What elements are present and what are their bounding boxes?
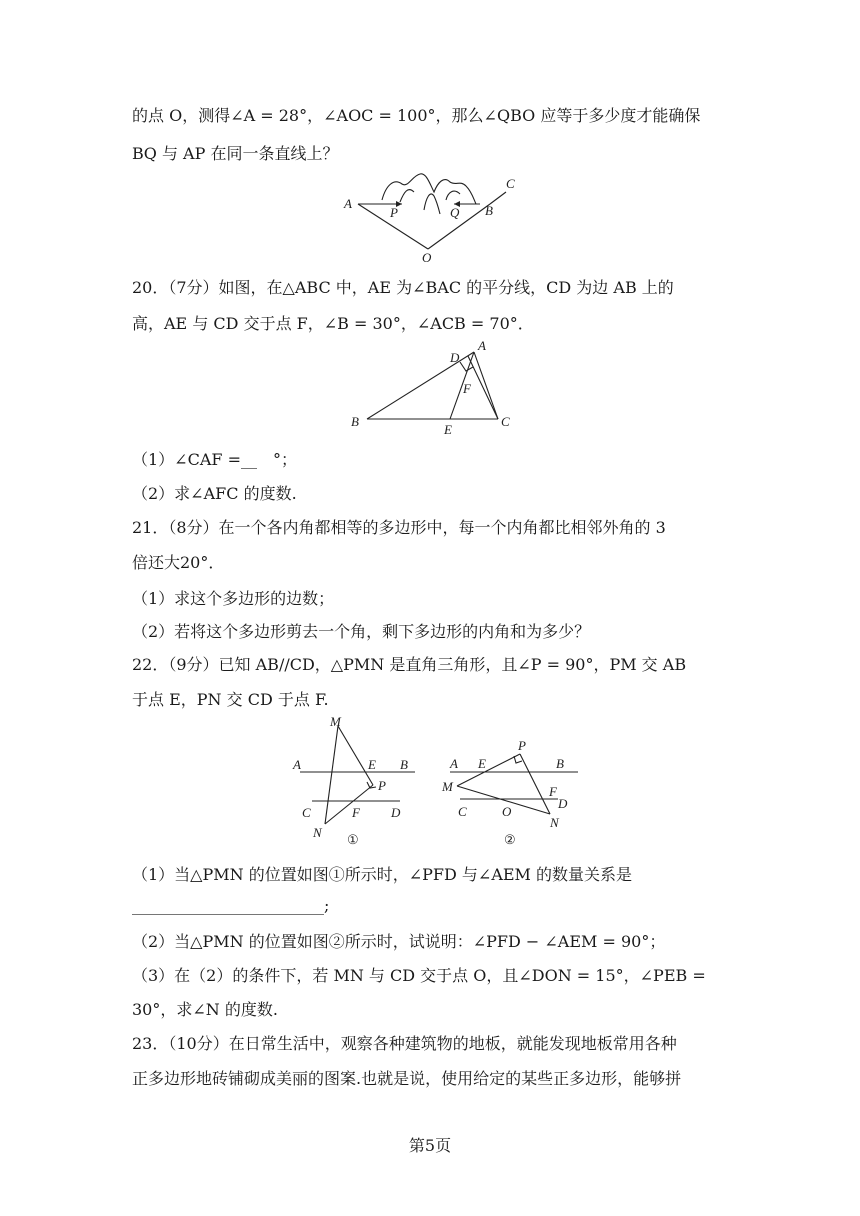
q22-fig2-label-d: D <box>558 796 568 811</box>
q22-figure-1 <box>290 712 420 852</box>
q22-fig2-label-n: N <box>550 815 559 830</box>
q21-sub2: （2）若将这个多边形剪去一个角，剩下多边形的内角和为多少？ <box>132 622 591 641</box>
q20-figure <box>340 338 520 438</box>
q20-label-a: A <box>478 338 486 353</box>
page-number: 第5页 <box>408 1136 452 1155</box>
q19-label-p: P <box>390 205 398 220</box>
q19-label-c: C <box>506 176 515 191</box>
q22-fig2-caption: ② <box>504 832 516 847</box>
q20-text-line2: 高，AE 与 CD 交于点 F，∠B = 30°，∠ACB = 70°． <box>132 314 534 333</box>
q20-sub2: （2）求∠AFC 的度数. <box>132 484 297 503</box>
q22-fig1-label-c: C <box>302 805 311 820</box>
q22-fig1-label-a: A <box>293 757 301 772</box>
q20-label-f: F <box>463 381 471 396</box>
q22-fig1-label-f: F <box>352 805 360 820</box>
q21-sub1: （1）求这个多边形的边数； <box>132 589 335 608</box>
q22-fig1-label-p: P <box>378 778 386 793</box>
q19-label-b: B <box>485 203 493 218</box>
q20-label-d: D <box>450 350 460 365</box>
q22-fig1-label-b: B <box>400 757 408 772</box>
q22-sub1-blank: ________________________; <box>132 896 330 915</box>
q22-fig1-label-d: D <box>391 805 401 820</box>
q23-text-line1: 23．（10分）在日常生活中，观察各种建筑物的地板，就能发现地板常用各种 <box>132 1034 677 1053</box>
q19-label-o: O <box>422 250 432 265</box>
q22-fig2-label-a: A <box>450 756 458 771</box>
q22-sub3-line1: （3）在（2）的条件下，若 MN 与 CD 交于点 O，且∠DON = 15°，∠PEB = <box>132 966 706 985</box>
q21-text-line1: 21．（8分）在一个各内角都相等的多边形中，每一个内角都比相邻外角的 3 <box>132 518 666 537</box>
q22-fig2-label-o: O <box>502 804 512 819</box>
q19-text-line2: BQ 与 AP 在同一条直线上？ <box>132 144 339 163</box>
q19-label-a: A <box>344 196 352 211</box>
q22-fig2-label-e: E <box>478 756 486 771</box>
q22-sub1: （1）当△PMN 的位置如图①所示时，∠PFD 与∠AEM 的数量关系是 <box>132 865 633 884</box>
q22-fig2-label-p: P <box>518 738 526 753</box>
q22-fig2-label-c: C <box>458 804 467 819</box>
q20-label-e: E <box>444 422 452 437</box>
q21-text-line2: 倍还大20°． <box>132 553 225 572</box>
q19-text-line1: 的点 O，测得∠A = 28°，∠AOC = 100°，那么∠QBO 应等于多少度才能确保 <box>132 106 701 125</box>
q22-figure-2 <box>440 736 580 851</box>
q22-fig1-label-m: M <box>330 714 341 729</box>
q20-sub1: （1）∠CAF =__ °； <box>132 450 297 469</box>
q20-label-c: C <box>501 414 510 429</box>
q22-fig2-label-f: F <box>549 784 557 799</box>
q20-text-line1: 20．（7分）如图，在△ABC 中，AE 为∠BAC 的平分线，CD 为边 AB 上的 <box>132 278 674 297</box>
q22-sub3-line2: 30°，求∠N 的度数. <box>132 1000 278 1019</box>
q22-fig1-caption: ① <box>347 832 359 847</box>
q22-fig2-label-b: B <box>556 756 564 771</box>
q23-text-line2: 正多边形地砖铺砌成美丽的图案.也就是说，使用给定的某些正多边形，能够拼 <box>132 1069 682 1088</box>
q19-label-q: Q <box>450 205 460 220</box>
q19-figure <box>330 170 530 265</box>
q22-sub2: （2）当△PMN 的位置如图②所示时，试说明：∠PFD − ∠AEM = 90°； <box>132 932 666 951</box>
q22-text-line2: 于点 E，PN 交 CD 于点 F. <box>132 690 329 709</box>
q22-text-line1: 22．（9分）已知 AB//CD，△PMN 是直角三角形，且∠P = 90°，PM 交 AB <box>132 655 687 674</box>
q20-label-b: B <box>351 414 359 429</box>
q22-fig2-label-m: M <box>442 779 453 794</box>
q22-fig1-label-e: E <box>368 757 376 772</box>
q22-fig1-label-n: N <box>313 825 322 840</box>
